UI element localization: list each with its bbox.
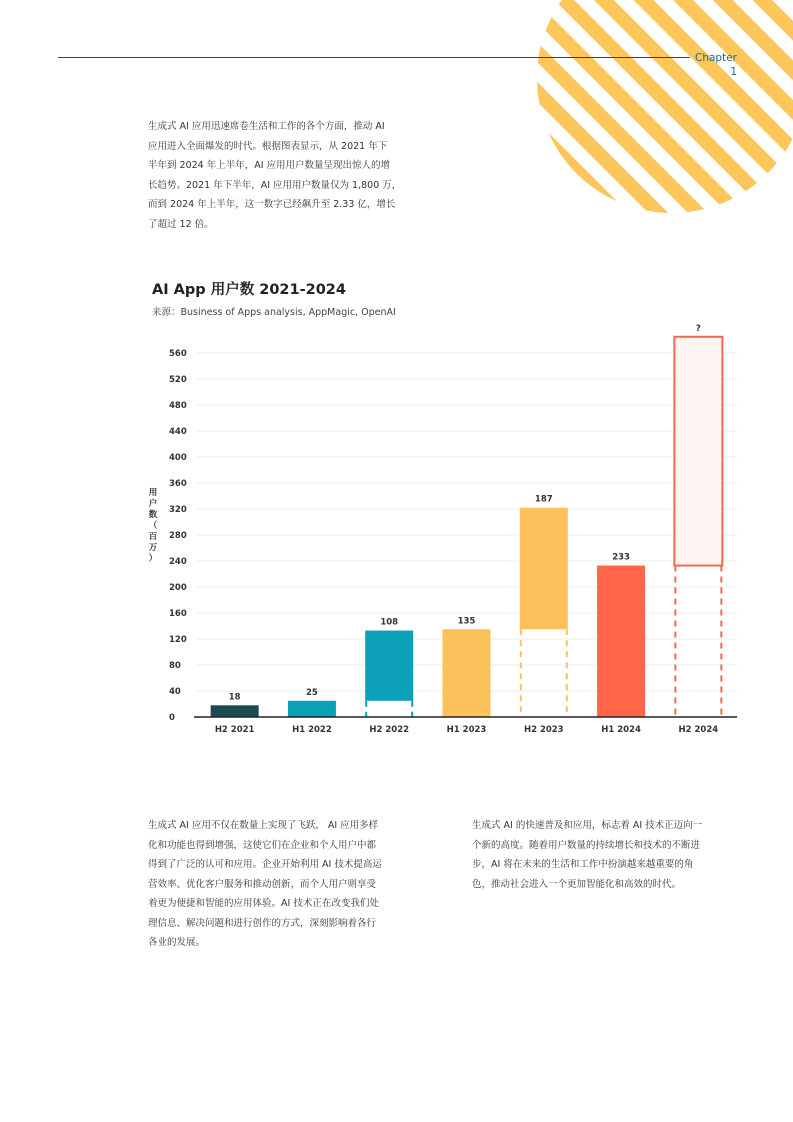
text-line: 半年到 2024 年上半年，AI 应用用户数量呈现出惊人的增 <box>148 160 391 171</box>
y-tick-label: 480 <box>169 401 187 411</box>
right-paragraph <box>472 816 752 894</box>
y-axis-label-char: 用 <box>148 488 158 498</box>
x-tick-label: H1 2023 <box>446 725 487 735</box>
x-tick-label: H1 2022 <box>292 725 332 735</box>
y-tick-label: 520 <box>169 375 187 385</box>
bar <box>443 629 491 717</box>
y-axis-label-char: 万 <box>148 543 158 553</box>
bar-value-label: 135 <box>457 616 476 627</box>
y-axis-label-char: 户 <box>148 499 158 509</box>
text-line: 化和功能也得到增强，这使它们在企业和个人用户中都 <box>148 839 377 851</box>
x-tick-label: H1 2024 <box>601 725 641 735</box>
text-line: 得到了广泛的认可和应用。企业开始利用 AI 技术提高运 <box>148 859 382 870</box>
text-line: 生成式 AI 的快速普及和应用，标志着 AI 技术正迈向一 <box>472 820 703 831</box>
y-tick-label: 200 <box>169 583 187 593</box>
text-line: 长趋势。2021 年下半年，AI 应用用户数量仅为 1,800 万， <box>148 179 402 191</box>
bar <box>365 631 413 701</box>
text-line: 生成式 AI 应用不仅在数量上实现了飞跃， AI 应用多样 <box>148 820 379 831</box>
y-axis-label-char: ） <box>148 554 158 564</box>
text-line: 而到 2024 年上半年，这一数字已经飙升至 2.33 亿，增长 <box>148 199 396 210</box>
bar-value-label: 187 <box>534 494 553 505</box>
y-tick-label: 160 <box>169 609 187 619</box>
text-line: 各业的发展。 <box>148 937 206 948</box>
bar-value-label: 18 <box>228 692 241 703</box>
text-line: 色，推动社会进入一个更加智能化和高效的时代。 <box>472 878 682 890</box>
bar-value-label: 233 <box>612 552 630 563</box>
chapter-label: Chapter <box>695 52 737 64</box>
bar-value-label: 108 <box>380 617 399 628</box>
x-tick-label: H2 2021 <box>214 725 255 735</box>
bar-value-label: 25 <box>306 687 318 698</box>
text-line: 着更为便捷和智能的应用体验。AI 技术正在改变我们处 <box>148 898 379 909</box>
text-line: 生成式 AI 应用迅速席卷生活和工作的各个方面，推动 AI <box>148 121 385 132</box>
y-tick-label: 80 <box>169 661 181 671</box>
bar <box>211 705 259 717</box>
y-tick-label: 320 <box>169 505 187 515</box>
y-tick-label: 120 <box>169 635 187 645</box>
bar <box>597 566 645 717</box>
bar <box>288 701 336 717</box>
text-line: 营效率、优化客户服务和推动创新，而个人用户则享受 <box>148 878 377 890</box>
y-tick-label: 400 <box>169 453 187 463</box>
text-line: 个新的高度。随着用户数量的持续增长和技术的不断进 <box>472 839 701 851</box>
chart-source: 来源：Business of Apps analysis, AppMagic, OpenAI <box>152 307 396 318</box>
text-line: 应用进入全面爆发的时代。根据图表显示，从 2021 年下 <box>148 140 388 152</box>
y-axis-label-char: 数 <box>148 510 158 520</box>
x-tick-label: H2 2022 <box>369 725 410 735</box>
y-tick-label: 280 <box>169 531 187 541</box>
bar-value-label: ? <box>695 323 701 334</box>
y-tick-label: 360 <box>169 479 187 489</box>
chart-title: AI App 用户数 2021-2024 <box>152 282 346 298</box>
y-tick-label: 240 <box>169 557 187 567</box>
text-line: 了超过 12 倍。 <box>148 218 214 230</box>
y-axis-label-char: 百 <box>148 532 158 542</box>
y-axis-label-char: （ <box>148 521 158 531</box>
y-tick-label: 440 <box>169 427 187 437</box>
x-tick-label: H2 2024 <box>678 725 719 735</box>
left-paragraph <box>148 816 438 953</box>
y-tick-label: 560 <box>169 349 187 359</box>
y-tick-label: 0 <box>169 713 175 723</box>
chapter-number: 1 <box>730 66 737 78</box>
x-tick-label: H2 2023 <box>523 725 564 735</box>
text-line: 步，AI 将在未来的生活和工作中扮演越来越重要的角 <box>472 859 694 870</box>
y-tick-label: 40 <box>169 687 181 697</box>
text-line: 理信息、解决问题和进行创作的方式，深刻影响着各行 <box>148 917 377 929</box>
bar <box>674 337 722 566</box>
bar <box>520 508 568 630</box>
